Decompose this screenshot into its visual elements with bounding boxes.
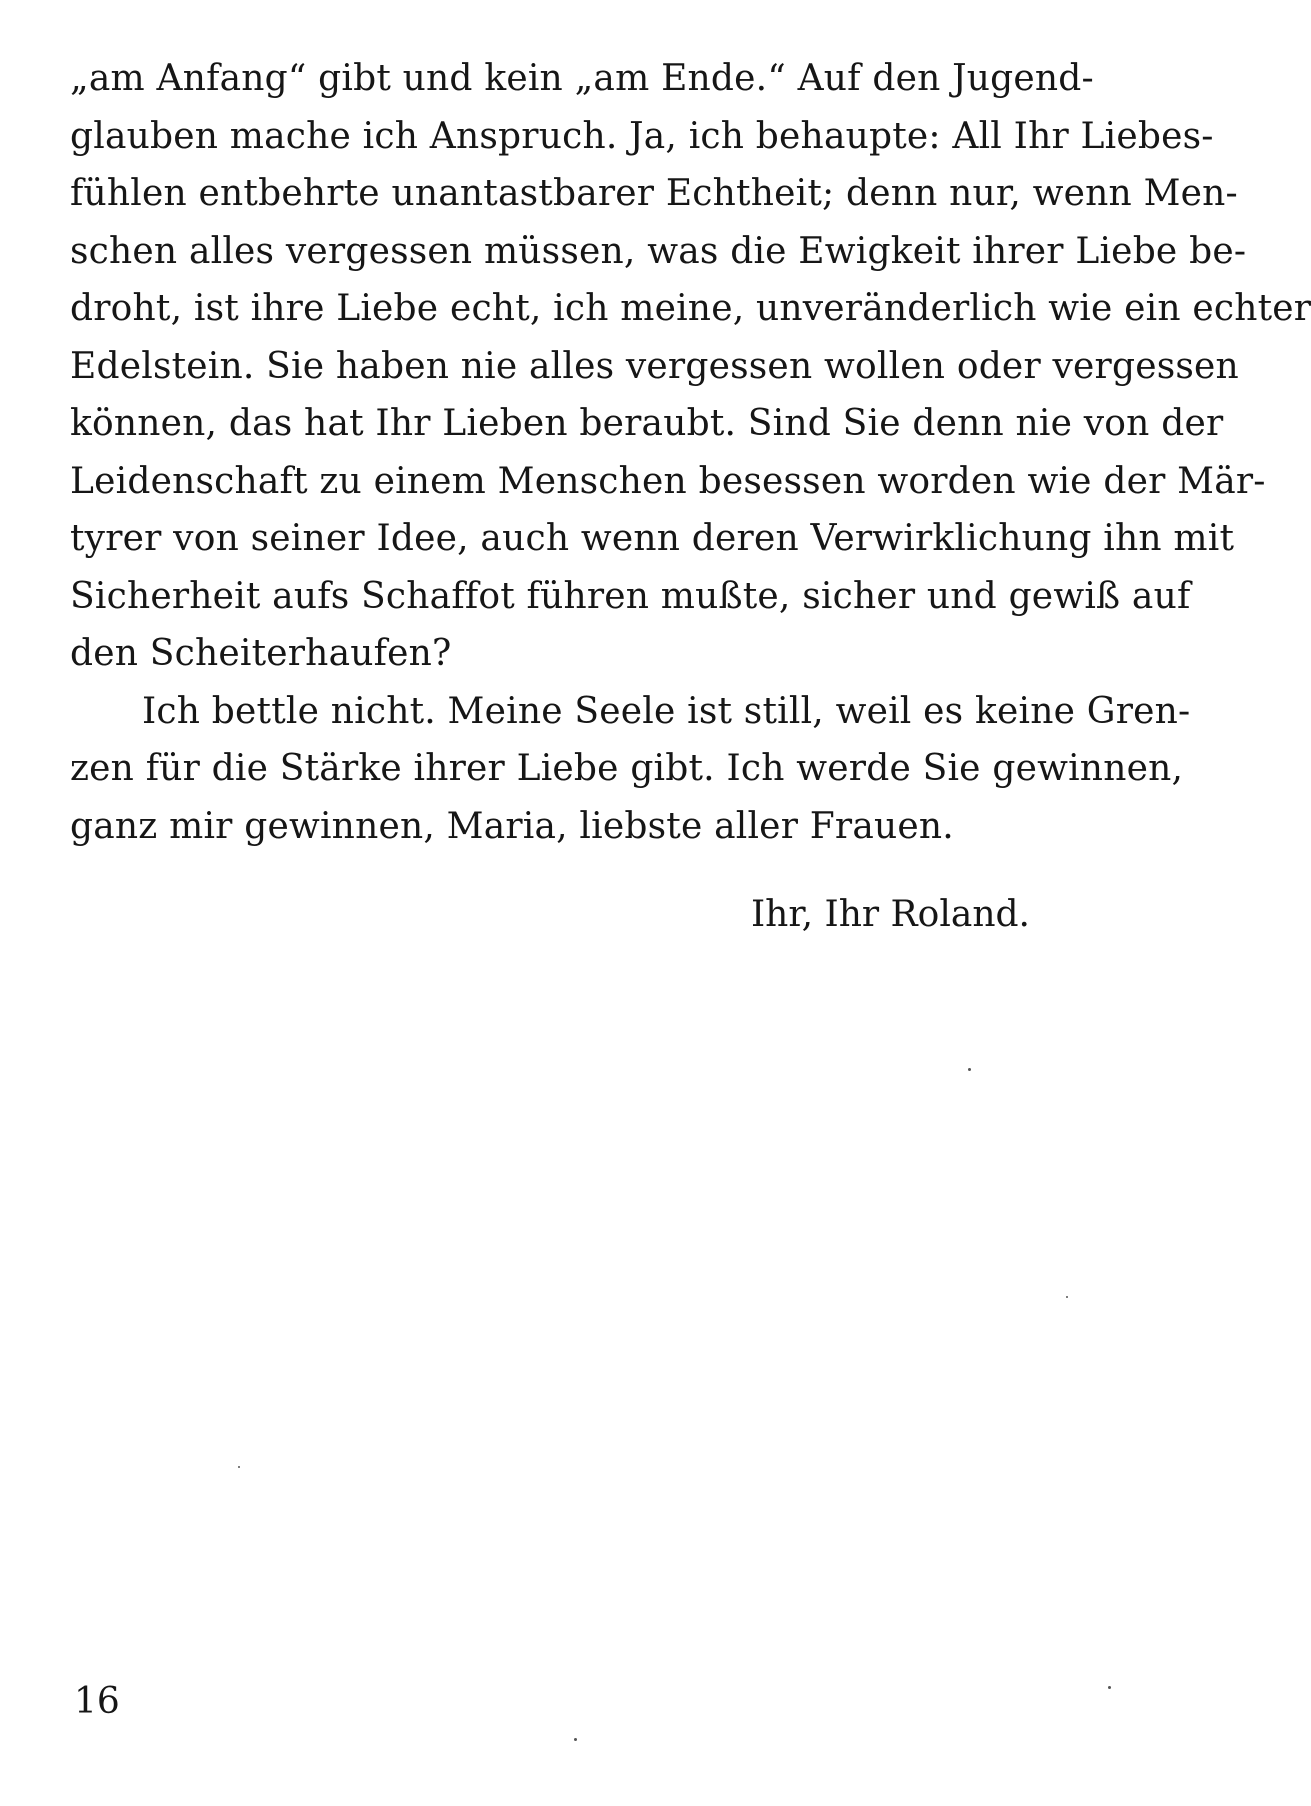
text-line: tyrer von seiner Idee, auch wenn deren Verwirklichung ihn mit bbox=[70, 518, 1235, 559]
paragraph-1 bbox=[70, 50, 1311, 683]
text-line: „am Anfang“ gibt und kein „am Ende.“ Auf den Jugend- bbox=[70, 58, 1094, 99]
scan-speck bbox=[1108, 1686, 1111, 1689]
text-line: droht, ist ihre Liebe echt, ich meine, unveränderlich wie ein echter bbox=[70, 288, 1311, 329]
paragraph-2 bbox=[70, 683, 1191, 856]
scan-speck bbox=[968, 1068, 971, 1071]
text-line: Edelstein. Sie haben nie alles vergessen wollen oder vergessen bbox=[70, 345, 1239, 387]
signature: Ihr, Ihr Roland. bbox=[750, 894, 1030, 935]
text-line: ganz mir gewinnen, Maria, liebste aller Frauen. bbox=[70, 805, 954, 847]
text-line: glauben mache ich Anspruch. Ja, ich behaupte: All Ihr Liebes- bbox=[70, 115, 1214, 157]
text-line: können, das hat Ihr Lieben beraubt. Sind Sie denn nie von der bbox=[70, 403, 1224, 444]
scan-speck bbox=[1066, 1296, 1068, 1298]
text-line: zen für die Stärke ihrer Liebe gibt. Ich werde Sie gewinnen, bbox=[70, 748, 1184, 789]
text-line: den Scheiterhaufen? bbox=[70, 633, 452, 674]
letter-body bbox=[70, 50, 1311, 855]
scan-speck bbox=[574, 1738, 577, 1741]
scan-speck bbox=[238, 1466, 240, 1468]
text-line: Sicherheit aufs Schaffot führen mußte, sicher und gewiß auf bbox=[70, 575, 1191, 617]
text-line: Leidenschaft zu einem Menschen besessen worden wie der Mär- bbox=[70, 460, 1266, 502]
text-line: Ich bettle nicht. Meine Seele ist still, weil es keine Gren- bbox=[142, 690, 1191, 732]
page-number: 16 bbox=[74, 1681, 120, 1722]
text-line: fühlen entbehrte unantastbarer Echtheit; denn nur, wenn Men- bbox=[70, 173, 1238, 214]
text-line: schen alles vergessen müssen, was die Ewigkeit ihrer Liebe be- bbox=[70, 230, 1247, 272]
